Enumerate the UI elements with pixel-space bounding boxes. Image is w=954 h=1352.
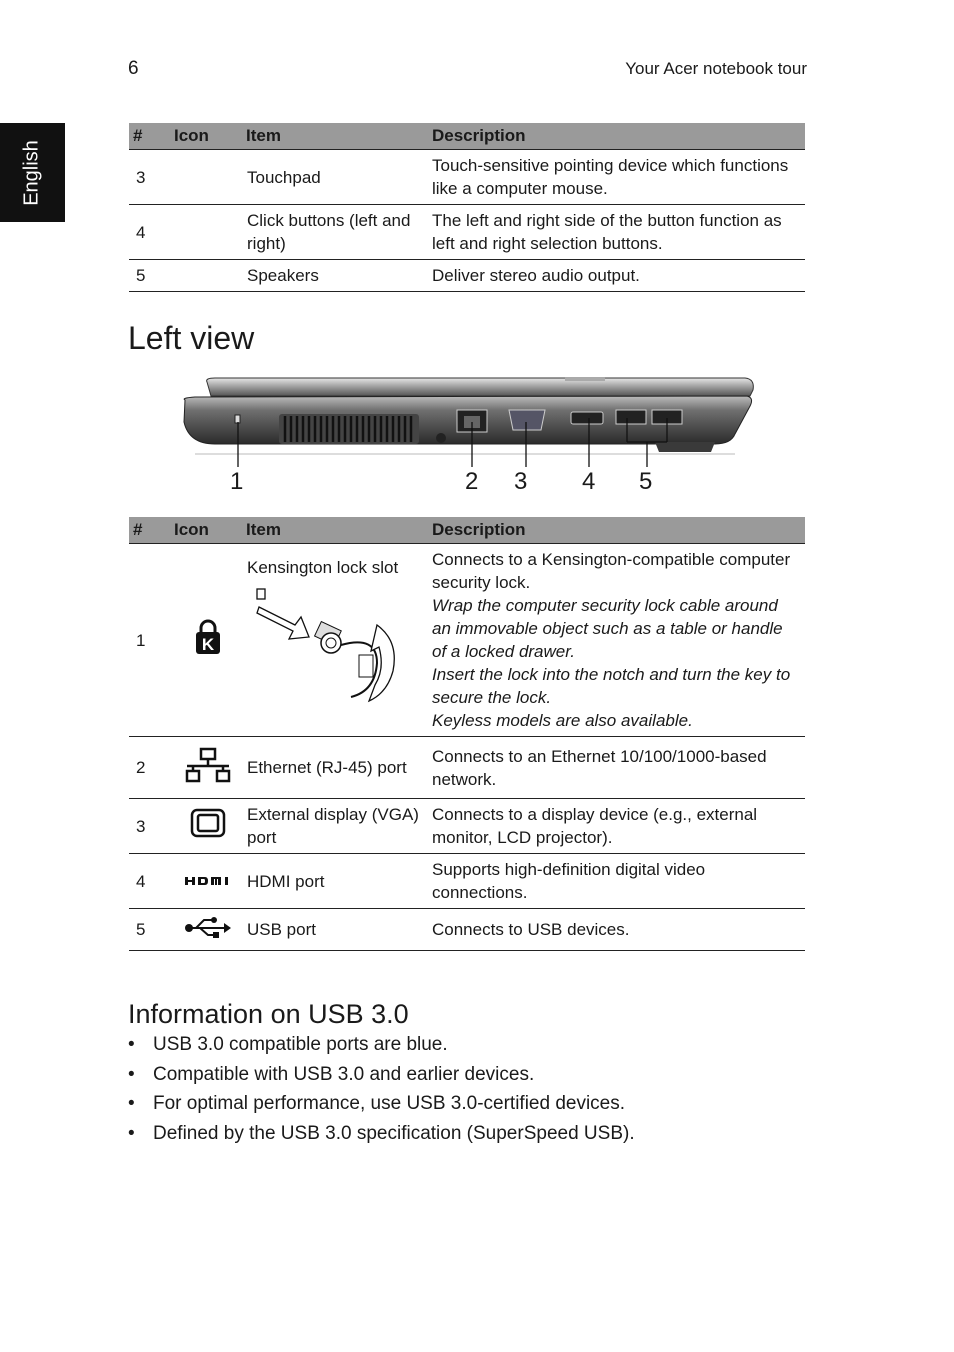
table-row bbox=[129, 909, 805, 951]
row-number: 4 bbox=[129, 205, 173, 260]
ethernet-icon bbox=[185, 747, 231, 783]
callout-3: 3 bbox=[514, 468, 528, 495]
table-row bbox=[129, 150, 805, 205]
running-header: Your Acer notebook tour bbox=[625, 59, 807, 78]
row-description: Connects to a display device (e.g., external monitor, LCD projector). bbox=[428, 799, 805, 854]
page-number: 6 bbox=[128, 58, 139, 79]
list-item: • For optimal performance, use USB 3.0-certified devices. bbox=[128, 1091, 635, 1121]
table-row bbox=[129, 205, 805, 260]
language-tab bbox=[0, 123, 65, 222]
row-icon bbox=[173, 909, 243, 951]
row-description: Connects to USB devices. bbox=[428, 909, 805, 951]
list-item: • Defined by the USB 3.0 specification (SuperSpeed USB). bbox=[128, 1121, 635, 1151]
col-header-description: Description bbox=[428, 517, 805, 544]
row-description-text: Connects to a Kensington-compatible computer security lock. bbox=[432, 550, 791, 592]
row-item: HDMI port bbox=[243, 854, 428, 909]
col-header-item: Item bbox=[243, 123, 428, 150]
row-icon bbox=[173, 150, 243, 205]
table-row bbox=[129, 260, 805, 292]
laptop-left-view-illustration bbox=[175, 372, 765, 467]
row-item: Speakers bbox=[243, 260, 428, 292]
row-item-label: Kensington lock slot bbox=[247, 558, 399, 577]
top-view-table bbox=[129, 123, 805, 292]
svg-text:K: K bbox=[201, 635, 215, 654]
section-title-left-view: Left view bbox=[128, 320, 255, 356]
table-row bbox=[129, 854, 805, 909]
row-icon bbox=[173, 260, 243, 292]
row-item: USB port bbox=[243, 909, 428, 951]
callout-4: 4 bbox=[582, 468, 596, 495]
kensington-lock-icon bbox=[193, 619, 223, 655]
usb-icon bbox=[184, 915, 232, 939]
row-icon bbox=[173, 205, 243, 260]
row-item: Ethernet (RJ-45) port bbox=[243, 737, 428, 799]
list-item: • Compatible with USB 3.0 and earlier devices. bbox=[128, 1062, 635, 1092]
row-number: 3 bbox=[129, 150, 173, 205]
row-description bbox=[428, 544, 805, 737]
row-icon bbox=[173, 799, 243, 854]
row-icon bbox=[173, 854, 243, 909]
left-view-table bbox=[129, 517, 805, 951]
list-item: • USB 3.0 compatible ports are blue. bbox=[128, 1032, 635, 1062]
col-header-number: # bbox=[129, 123, 173, 150]
table-row bbox=[129, 737, 805, 799]
row-item: Touchpad bbox=[243, 150, 428, 205]
row-item bbox=[243, 544, 428, 737]
lock-cable-illustration bbox=[247, 585, 407, 705]
hdmi-icon bbox=[184, 875, 232, 887]
row-note: Keyless models are also available. bbox=[432, 711, 693, 730]
row-note: Wrap the computer security lock cable around an immovable object such as a table or handle of a locked drawer. bbox=[432, 596, 783, 661]
usb-info-list bbox=[128, 1032, 635, 1151]
table-header-row bbox=[129, 517, 805, 544]
table-header-row bbox=[129, 123, 805, 150]
row-number: 4 bbox=[129, 854, 173, 909]
callout-5: 5 bbox=[639, 468, 653, 495]
col-header-item: Item bbox=[243, 517, 428, 544]
callout-1: 1 bbox=[230, 468, 244, 495]
row-description: The left and right side of the button function as left and right selection buttons. bbox=[428, 205, 805, 260]
row-description: Touch-sensitive pointing device which functions like a computer mouse. bbox=[428, 150, 805, 205]
section-title-usb-info: Information on USB 3.0 bbox=[128, 999, 409, 1029]
row-description: Deliver stereo audio output. bbox=[428, 260, 805, 292]
row-number: 5 bbox=[129, 260, 173, 292]
row-number: 5 bbox=[129, 909, 173, 951]
table-row bbox=[129, 799, 805, 854]
vga-port-icon bbox=[190, 808, 226, 838]
col-header-description: Description bbox=[428, 123, 805, 150]
col-header-number: # bbox=[129, 517, 173, 544]
table-row bbox=[129, 544, 805, 737]
row-icon bbox=[173, 544, 243, 737]
col-header-icon: Icon bbox=[173, 123, 243, 150]
row-item: External display (VGA) port bbox=[243, 799, 428, 854]
row-description: Supports high-definition digital video connections. bbox=[428, 854, 805, 909]
row-description: Connects to an Ethernet 10/100/1000-based network. bbox=[428, 737, 805, 799]
row-note: Insert the lock into the notch and turn the key to secure the lock. bbox=[432, 665, 791, 707]
language-tab-label: English bbox=[20, 140, 43, 206]
col-header-icon: Icon bbox=[173, 517, 243, 544]
row-icon bbox=[173, 737, 243, 799]
row-number: 1 bbox=[129, 544, 173, 737]
callout-2: 2 bbox=[465, 468, 479, 495]
row-number: 3 bbox=[129, 799, 173, 854]
row-number: 2 bbox=[129, 737, 173, 799]
row-item: Click buttons (left and right) bbox=[243, 205, 428, 260]
